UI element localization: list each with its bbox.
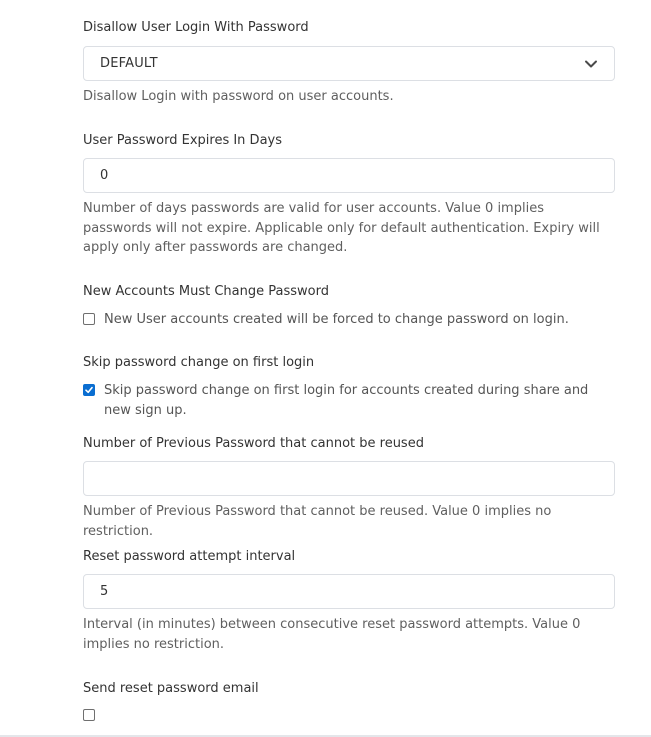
new-accounts-change-checkbox-label[interactable]: New User accounts created will be forced to change password on login.: [104, 312, 569, 327]
checkmark-icon: [85, 386, 93, 394]
disallow-login-label: Disallow User Login With Password: [83, 20, 309, 35]
password-expiry-label: User Password Expires In Days: [83, 133, 282, 148]
reset-interval-input[interactable]: [83, 574, 615, 609]
chevron-down-icon: [584, 57, 598, 71]
skip-first-login-option: [83, 381, 615, 420]
password-expiry-input[interactable]: [83, 158, 615, 193]
send-reset-email-checkbox[interactable]: [83, 709, 95, 721]
disallow-login-selected-value: DEFAULT: [100, 56, 158, 71]
new-accounts-change-checkbox[interactable]: [83, 313, 95, 325]
skip-first-login-checkbox-label[interactable]: Skip password change on first login for accounts created during share and new sign up.: [104, 383, 589, 418]
send-reset-email-option: [83, 706, 615, 721]
previous-passwords-label: Number of Previous Password that cannot be reused: [83, 436, 424, 451]
previous-passwords-input[interactable]: [83, 461, 615, 496]
skip-first-login-checkbox[interactable]: [83, 384, 95, 396]
skip-first-login-label: Skip password change on first login: [83, 355, 315, 370]
reset-interval-label: Reset password attempt interval: [83, 549, 296, 564]
disallow-login-select[interactable]: [83, 46, 615, 81]
new-accounts-change-option: [83, 310, 615, 330]
previous-passwords-help: Number of Previous Password that cannot be reused. Value 0 implies no restriction.: [83, 504, 552, 539]
send-reset-email-label: Send reset password email: [83, 681, 259, 696]
disallow-login-help: Disallow Login with password on user accounts.: [83, 89, 394, 104]
password-expiry-help: Number of days passwords are valid for user accounts. Value 0 implies passwords will not expire. Applicable only for default authentication. Expiry will apply only after passwords are changed.: [83, 201, 600, 255]
new-accounts-change-label: New Accounts Must Change Password: [83, 284, 329, 299]
reset-interval-help: Interval (in minutes) between consecutive reset password attempts. Value 0 implies no restriction.: [83, 617, 581, 652]
